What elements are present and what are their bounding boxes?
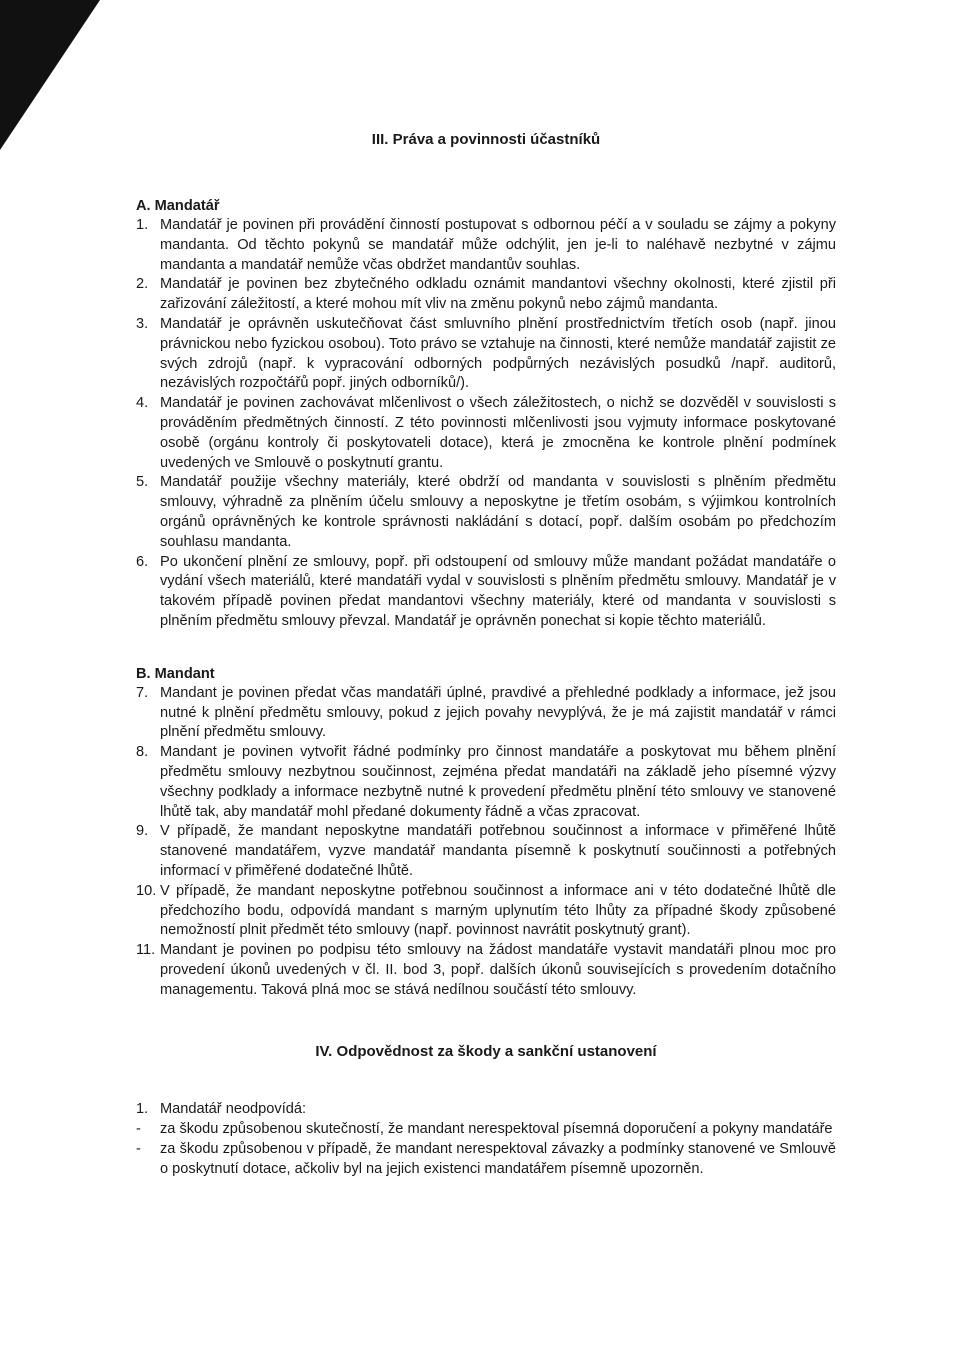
list-item: 1. Mandatář neodpovídá: bbox=[136, 1101, 307, 1118]
subsection-b-heading: B. Mandant bbox=[136, 665, 215, 682]
list-item: 9. V případě, že mandant neposkytne mandatáři potřebnou součinnost a informace v přiměřené lhůtě stanovené mandatářem, vyzve mandatář mandanta písemně k poskytnutí součinnosti a potřebných informací v přiměřené dodatečné lhůtě. bbox=[136, 823, 836, 879]
list-item: 4. Mandatář je povinen zachovávat mlčenlivost o všech záležitostech, o nichž se dozvěděl v souvislosti s prováděním předmětných činností. Z této povinnosti mlčenlivosti jsou vyjmuty informace poskytované osobě (orgánu kontroly či poskytovateli dotace), která je zmocněna ke kontrole plnění podmínek uvedených ve Smlouvě o poskytnutí grantu. bbox=[136, 395, 836, 471]
list-item: 6. Po ukončení plnění ze smlouvy, popř. při odstoupení od smlouvy může mandant požádat mandatáře o vydání všech materiálů, které mandatáři vydal v souvislosti s plněním předmětu smlouvy. Mandatář je v takovém případě povinen předat mandantovi všechny materiály, které od mandanta v souvislosti s plněním předmětu smlouvy převzal. Mandatář je oprávněn ponechat si kopie těchto materiálů. bbox=[136, 553, 836, 629]
list-item: 1. Mandatář je povinen při provádění činností postupovat s odbornou péčí a v souladu se zájmy a pokyny mandanta. Od těchto pokynů se mandatář může odchýlit, jen je-li to naléhavě nezbytné v zájmu mandanta a mandatář nemůže včas obdržet mandantův souhlas. bbox=[136, 217, 836, 273]
document-page bbox=[136, 130, 836, 1180]
section-3-title: III. Práva a povinnosti účastníků bbox=[371, 131, 601, 148]
list-item: 11. Mandant je povinen po podpisu této smlouvy na žádost mandatáře vystavit mandatáři plnou moc pro provedení úkonů uvedených v čl. II. bod 3, popř. dalších úkonů souvisejících s provedením dotačního managementu. Taková plná moc se stává nedílnou součástí této smlouvy. bbox=[136, 942, 836, 998]
subsection-a-list bbox=[136, 216, 836, 632]
subsection-b-list bbox=[136, 684, 836, 1001]
dash-list-item: - za škodu způsobenou v případě, že mandant nerespektoval závazky a podmínky stanovené ve Smlouvě o poskytnutí dotace, ačkoliv byl na jejich existenci mandatářem písemně upozorněn. bbox=[136, 1141, 836, 1177]
section-4-title: IV. Odpovědnost za škody a sankční ustanovení bbox=[315, 1043, 657, 1061]
list-item: 5. Mandatář použije všechny materiály, které obdrží od mandanta v souvislosti s plněním předmětu smlouvy, výhradně za plněním účelu smlouvy a neposkytne je třetím osobám, s výjimkou kontrolních orgánů oprávněných ke kontrole správnosti nakládání s dotací, popř. dalším osobám po předchozím souhlasu mandanta. bbox=[136, 474, 836, 550]
scan-corner-mark bbox=[0, 0, 120, 160]
list-item: 10. V případě, že mandant neposkytne potřebnou součinnost a informace ani v této dodatečné lhůtě dle předchozího bodu, odpovídá mandant s marným uplynutím této lhůty za případné škody způsobené nemožností plnit předmět této smlouvy (např. povinnost navrátit poskytnutý grant). bbox=[136, 882, 836, 939]
dash-list-item: - za škodu způsobenou skutečností, že mandant nerespektoval písemná doporučení a pokyny mandatáře bbox=[136, 1121, 833, 1138]
subsection-a-heading: A. Mandatář bbox=[136, 198, 220, 214]
list-item: 3. Mandatář je oprávněn uskutečňovat část smluvního plnění prostřednictvím třetích osob (např. jinou právnickou nebo fyzickou osobou). Toto právo se vztahuje na činnosti, které nemůže mandatář zajistit ze svých zdrojů (např. k vypracování odborných podpůrných nezávislých posudků /např. auditorů, nezávislých rozpočtářů popř. jiných odborníků/). bbox=[136, 315, 836, 392]
list-item: 2. Mandatář je povinen bez zbytečného odkladu oznámit mandantovi všechny okolnosti, které zjistil při zařizování záležitostí, a které mohou mít vliv na změnu pokynů nebo zájmů mandanta. bbox=[136, 276, 836, 313]
list-item: 8. Mandant je povinen vytvořit řádné podmínky pro činnost mandatáře a poskytovat mu během plnění předmětu smlouvy nezbytnou součinnost, zejména předat mandatáři na základě jeho písemné výzvy všechny podklady a informace nezbytně nutné k provedení předmětu plnění této smlouvy ve stanovené lhůtě tak, aby mandatář mohl předané dokumenty řádně a včas zpracovat. bbox=[136, 744, 836, 820]
list-item: 7. Mandant je povinen předat včas mandatáři úplné, pravdivé a přehledné podklady a informace, jež jsou nutné k plnění předmětu smlouvy, pokud z jejich povahy nevyplývá, že je má zajistit mandatář v rámci plnění předmětu smlouvy. bbox=[136, 684, 836, 741]
